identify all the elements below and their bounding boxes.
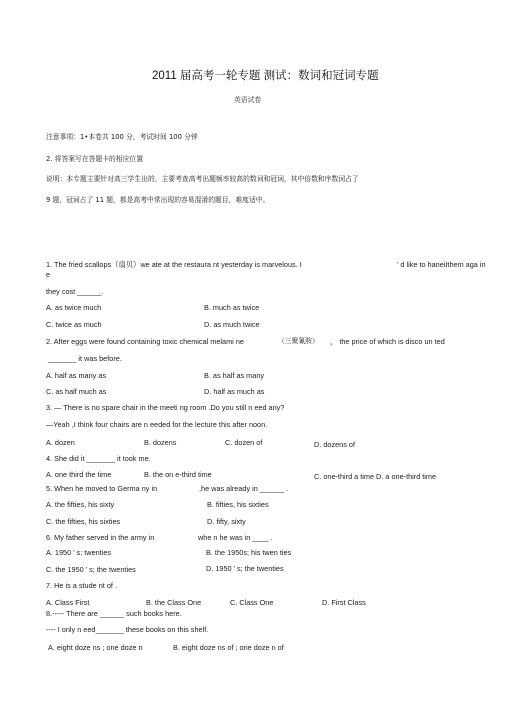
question-2-option-a: A. half as many as (46, 371, 107, 380)
description-line-2: 9 题，冠词占了 11 题，都是高考中常出现的容易混淆的题目，难度适中。 (46, 196, 270, 204)
question-6-option-b: B. the 1950s; his twen ties (206, 548, 292, 557)
question-1-stem: 1. The fried scallops（扇贝）we ate at the restaura nt yesterday is marvelous. I (46, 260, 302, 269)
question-2-line-2: _______ it was before. (48, 354, 122, 363)
question-3-line-2: —Yeah ,I think four chairs are n eeded for the lecture this after noon. (46, 420, 268, 429)
question-6-stem: 6. My father served in the army in (46, 533, 155, 542)
question-1-option-d: D. as much twice (204, 320, 260, 329)
question-4-option-a: A. one third the time (46, 470, 112, 479)
question-3-option-a: A. dozen (46, 438, 75, 447)
question-6-stem-tail: whe n he was in ____ . (198, 533, 273, 542)
question-1-stem-wrap: e (46, 270, 51, 279)
question-3-option-c: C. dozen of (225, 438, 263, 447)
question-7-stem: 7. He is a stude nt of . (46, 581, 117, 590)
description-line-1: 说明：本专题主要针对高三学生出的，主要考查高考出题频率较高的数词和冠词，其中倍数和序数词占了 (46, 175, 359, 183)
question-3-option-b: B. dozens (144, 438, 177, 447)
notes-line-1: 注意事项：1•本卷共 100 分，考试时间 100 分钟 (46, 133, 198, 141)
question-5-stem-tail: ,he was already in ______ . (199, 484, 289, 493)
question-2-option-d: D. half as much as (204, 387, 265, 396)
question-7-option-d: D. First Class (322, 598, 366, 607)
page-subtitle: 英语试卷 (234, 96, 262, 104)
question-5-option-c: C. the fifties, his sixties (46, 517, 121, 526)
question-2-option-b: B. as half as many (204, 371, 265, 380)
question-2-option-c: C. as half much as (46, 387, 107, 396)
page-title: 2011 届高考一轮专题 测试：数词和冠词专题 (152, 70, 379, 82)
question-1-option-b: B. much as twice (204, 303, 260, 312)
question-8-option-a: A. eight doze ns ; one doze n (48, 643, 143, 652)
question-5-option-a: A. the fifties, his sixty (46, 500, 115, 509)
question-7-option-b: B. the Class One (146, 598, 202, 607)
question-3-stem: 3. — There is no spare chair in the meeti ng room .Do you still n eed any? (46, 403, 285, 412)
question-4-option-b: B. the on e-third time (144, 470, 212, 479)
question-5-option-b: B. fifties, his sixties (207, 500, 269, 509)
question-2-stem-tail: ， the price of which is disco un ted (330, 337, 445, 346)
question-6-option-d: D. 1950 ’ s; the twenties (206, 564, 284, 573)
question-5-option-d: D. fifty, sixty (207, 517, 246, 526)
question-6-option-a: A. 1950 ’ s; twenties (46, 548, 112, 557)
question-2-stem: 2. After eggs were found containing toxic chemical melami ne (46, 337, 244, 346)
question-1-line-2: they cost ______. (46, 287, 104, 296)
question-1-option-a: A. as twice much (46, 303, 102, 312)
question-5-stem: 5. When he moved to Germa ny in (46, 484, 158, 493)
question-1-stem-tail: ’ d like to haneiIthem aga in (397, 260, 486, 269)
question-7-option-c: C. Class One (230, 598, 274, 607)
notes-line-2: 2. 将答案写在答题卡的相应位置 (46, 155, 144, 163)
question-8-stem: 8.----- There are ______ such books here. (46, 609, 182, 618)
question-4-stem: 4. She did it _______ it took me. (46, 454, 151, 463)
question-8-line-2: ---- I only n eed_______ these books on this shelf. (46, 625, 209, 634)
question-8-option-b: B. eight doze ns of ; one doze n of (173, 643, 284, 652)
question-4-options-cd: C. one-third a time D. a one-third time (314, 472, 437, 481)
question-1-option-c: C. twice as much (46, 320, 102, 329)
question-3-option-d: D. dozens of (314, 440, 355, 449)
question-2-stem-annotation: （三聚氰胺） (278, 337, 319, 345)
question-6-option-c: C. the 1950 ’ s; the twenties (46, 565, 136, 574)
question-7-option-a: A. Class First (46, 598, 90, 607)
